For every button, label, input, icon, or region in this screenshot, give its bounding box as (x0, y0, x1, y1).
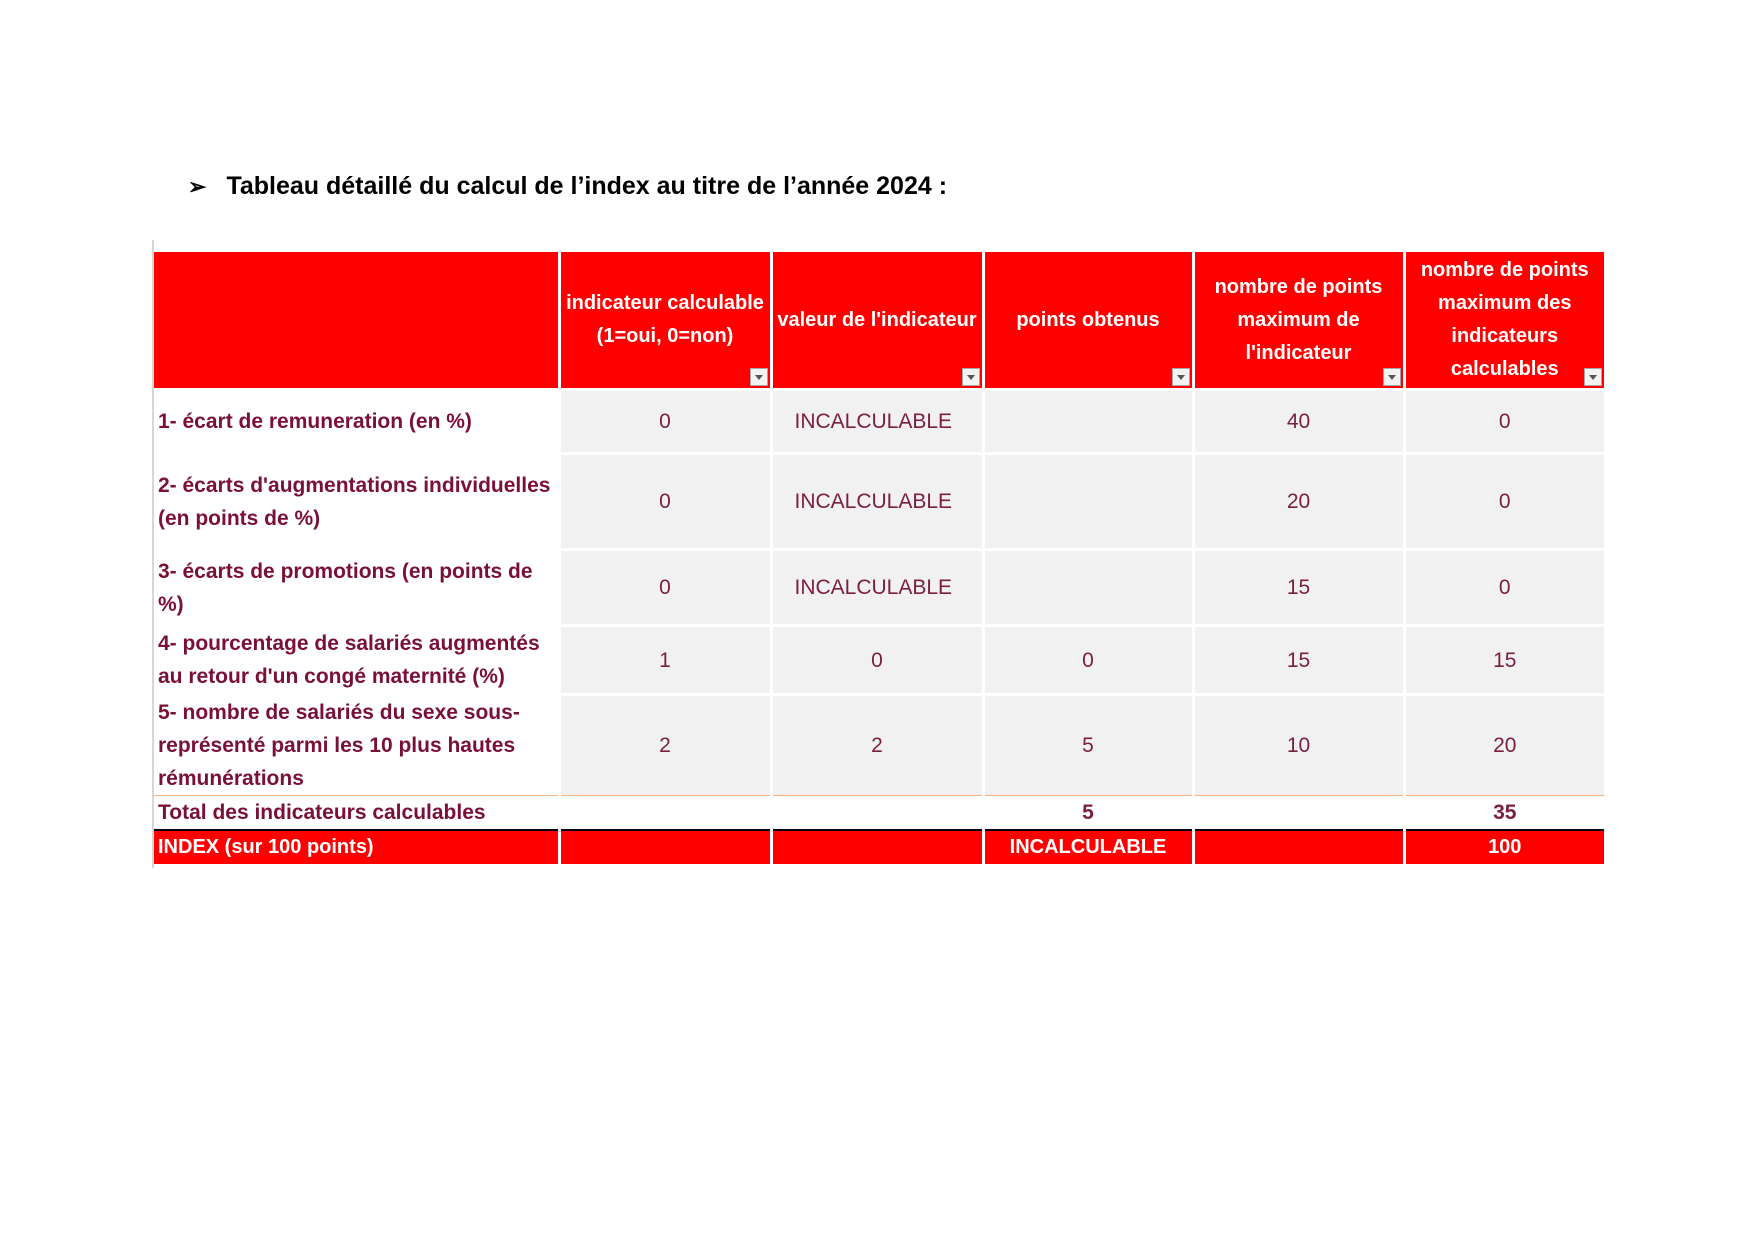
index-max-calculables: 100 (1404, 830, 1604, 864)
cell-calculable: 2 (559, 695, 771, 796)
total-calculable (559, 796, 771, 831)
total-row (154, 796, 1604, 831)
header-indicateur-calculable (559, 252, 771, 390)
cell-points: 0 (983, 626, 1193, 695)
header-valeur-indicateur (771, 252, 983, 390)
cell-valeur: 0 (771, 626, 983, 695)
header-points-max-indicateur (1193, 252, 1404, 390)
index-max-indicateur (1193, 830, 1404, 864)
total-points: 5 (983, 796, 1193, 831)
cell-calculable: 1 (559, 626, 771, 695)
cell-valeur: INCALCULABLE (771, 550, 983, 626)
cell-calculable: 0 (559, 390, 771, 454)
header-points-max-calculables (1404, 252, 1604, 390)
cell-max-calculables: 0 (1404, 390, 1604, 454)
filter-dropdown-icon[interactable] (1172, 368, 1190, 386)
filter-dropdown-icon[interactable] (1383, 368, 1401, 386)
cell-max-calculables: 20 (1404, 695, 1604, 796)
header-row (154, 252, 1604, 390)
filter-dropdown-icon[interactable] (750, 368, 768, 386)
row-label: 5- nombre de salariés du sexe sous-représenté parmi les 10 plus hautes rémunérations (154, 695, 559, 796)
index-label: INDEX (sur 100 points) (154, 830, 559, 864)
index-row (154, 830, 1604, 864)
index-points: INCALCULABLE (983, 830, 1193, 864)
index-calculation-table (154, 252, 1604, 864)
table-row (154, 626, 1604, 695)
cell-calculable: 0 (559, 550, 771, 626)
section-heading (188, 172, 947, 201)
cell-points: 5 (983, 695, 1193, 796)
header-text: valeur de l'indicateur (777, 308, 977, 331)
filter-dropdown-icon[interactable] (1584, 368, 1602, 386)
cell-max-indicateur: 15 (1193, 626, 1404, 695)
index-valeur (771, 830, 983, 864)
header-text: points obtenus (1016, 308, 1160, 331)
cell-max-indicateur: 15 (1193, 550, 1404, 626)
index-calculable (559, 830, 771, 864)
total-max-calculables: 35 (1404, 796, 1604, 831)
cell-max-indicateur: 20 (1193, 454, 1404, 550)
row-label: 1- écart de remuneration (en %) (154, 390, 559, 454)
cell-calculable: 0 (559, 454, 771, 550)
table-row (154, 454, 1604, 550)
total-label: Total des indicateurs calculables (154, 796, 559, 831)
header-text: nombre de points maximum des indicateurs calculables (1420, 259, 1589, 380)
cell-max-indicateur: 10 (1193, 695, 1404, 796)
total-valeur (771, 796, 983, 831)
index-table-container (152, 240, 1608, 868)
total-max-indicateur (1193, 796, 1404, 831)
header-points-obtenus (983, 252, 1193, 390)
row-label: 3- écarts de promotions (en points de %) (154, 550, 559, 626)
header-text: nombre de points maximum de l'indicateur (1214, 275, 1383, 364)
cell-valeur: INCALCULABLE (771, 390, 983, 454)
row-label: 4- pourcentage de salariés augmentés au retour d'un congé maternité (%) (154, 626, 559, 695)
row-label: 2- écarts d'augmentations individuelles (en points de %) (154, 454, 559, 550)
cell-valeur: 2 (771, 695, 983, 796)
cell-max-calculables: 0 (1404, 550, 1604, 626)
cell-max-calculables: 15 (1404, 626, 1604, 695)
cell-points (983, 454, 1193, 550)
cell-max-calculables: 0 (1404, 454, 1604, 550)
table-row (154, 695, 1604, 796)
cell-points (983, 390, 1193, 454)
arrow-bullet-icon: ➢ (188, 173, 207, 199)
heading-text: Tableau détaillé du calcul de l’index au titre de l’année 2024 : (226, 172, 948, 200)
table-row (154, 390, 1604, 454)
header-label-corner (154, 252, 559, 390)
header-text: indicateur calculable (1=oui, 0=non) (566, 292, 764, 347)
filter-dropdown-icon[interactable] (962, 368, 980, 386)
cell-max-indicateur: 40 (1193, 390, 1404, 454)
cell-valeur: INCALCULABLE (771, 454, 983, 550)
cell-points (983, 550, 1193, 626)
table-row (154, 550, 1604, 626)
